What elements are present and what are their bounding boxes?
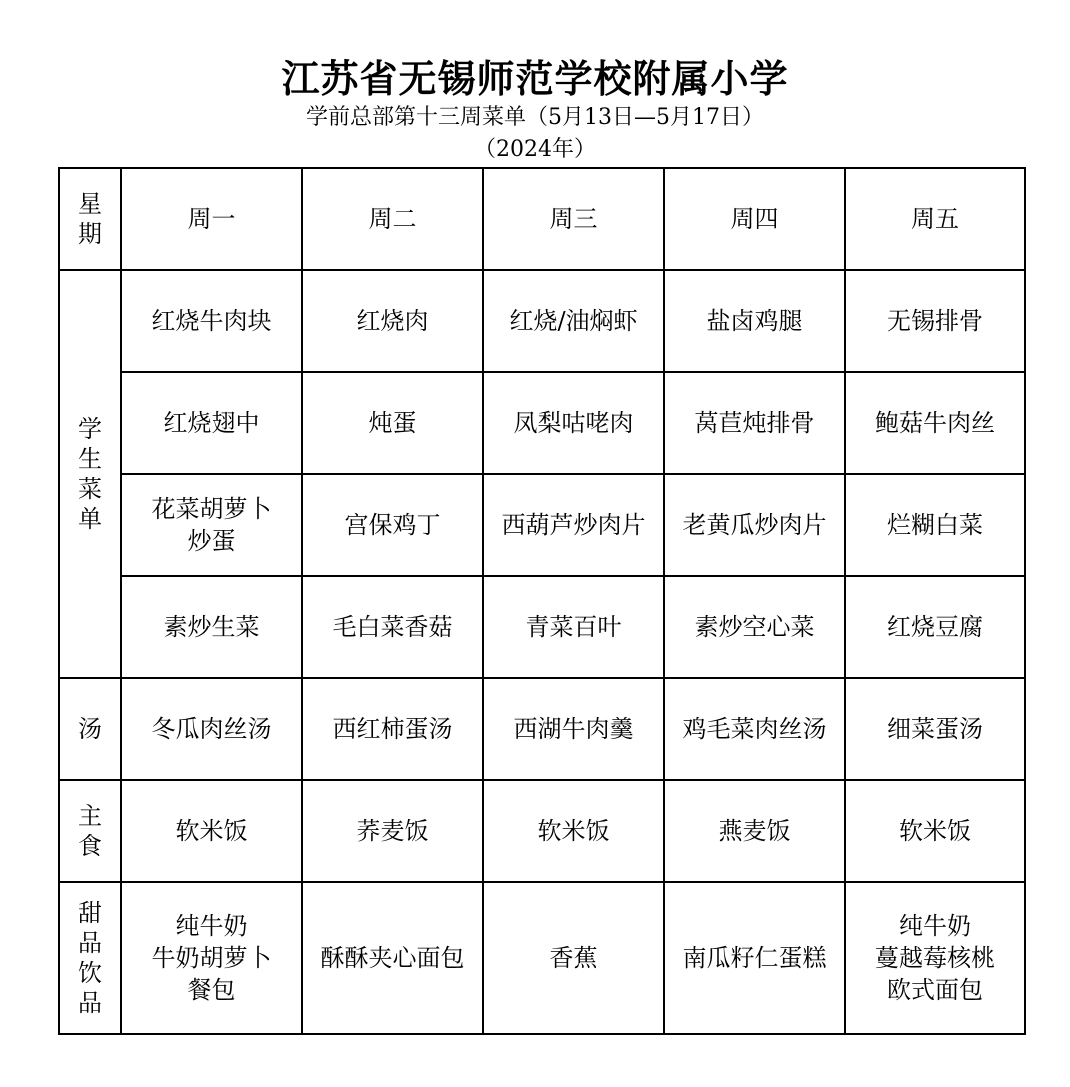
dessert-line: 蔓越莓核桃 — [875, 944, 995, 972]
table-row — [59, 576, 1025, 678]
day-header: 周一 — [121, 168, 302, 270]
dish-cell: 青菜百叶 — [483, 576, 664, 678]
dessert-cell — [664, 882, 845, 1034]
student-menu-label: 学生菜单 — [78, 414, 102, 533]
student-menu-label-cell — [59, 270, 121, 678]
dish-line: 炒蛋 — [187, 527, 236, 555]
soup-label-cell — [59, 678, 121, 780]
dish-cell — [121, 474, 302, 576]
dish-cell: 凤梨咕咾肉 — [483, 372, 664, 474]
dish-cell: 西葫芦炒肉片 — [483, 474, 664, 576]
dessert-label: 甜品饮品 — [78, 898, 102, 1017]
soup-label: 汤 — [78, 715, 102, 743]
soup-row — [59, 678, 1025, 780]
soup-cell: 西红柿蛋汤 — [302, 678, 483, 780]
dish-cell: 毛白菜香菇 — [302, 576, 483, 678]
dessert-label-cell — [59, 882, 121, 1034]
dessert-cell — [121, 882, 302, 1034]
day-header: 周二 — [302, 168, 483, 270]
dish-cell: 红烧豆腐 — [845, 576, 1025, 678]
dish-cell: 炖蛋 — [302, 372, 483, 474]
dessert-line: 南瓜籽仁蛋糕 — [682, 944, 827, 972]
staple-label-cell — [59, 780, 121, 882]
day-header: 周三 — [483, 168, 664, 270]
dessert-line: 纯牛奶 — [899, 912, 971, 940]
dish-cell: 盐卤鸡腿 — [664, 270, 845, 372]
dessert-row — [59, 882, 1025, 1034]
dessert-line: 纯牛奶 — [175, 912, 248, 940]
soup-cell: 鸡毛菜肉丝汤 — [664, 678, 845, 780]
page-year: （2024年） — [474, 137, 596, 162]
dessert-line: 欧式面包 — [887, 976, 983, 1004]
dessert-cell — [845, 882, 1025, 1034]
soup-cell: 细菜蛋汤 — [845, 678, 1025, 780]
corner-label-cell — [59, 168, 121, 270]
table-row — [59, 270, 1025, 372]
staple-row — [59, 780, 1025, 882]
dish-cell: 老黄瓜炒肉片 — [664, 474, 845, 576]
dessert-line: 酥酥夹心面包 — [320, 944, 465, 972]
day-header: 周四 — [664, 168, 845, 270]
staple-cell: 软米饭 — [845, 780, 1025, 882]
dish-cell: 素炒生菜 — [121, 576, 302, 678]
dish-cell: 鲍菇牛肉丝 — [845, 372, 1025, 474]
page-subtitle: 学前总部第十三周菜单（5月13日—5月17日） — [306, 105, 764, 130]
corner-label: 星期 — [78, 189, 102, 248]
dish-cell: 宫保鸡丁 — [302, 474, 483, 576]
soup-cell: 冬瓜肉丝汤 — [121, 678, 302, 780]
staple-cell: 荞麦饭 — [302, 780, 483, 882]
dish-cell: 红烧肉 — [302, 270, 483, 372]
dish-cell: 红烧/油焖虾 — [483, 270, 664, 372]
dish-cell: 素炒空心菜 — [664, 576, 845, 678]
staple-cell: 燕麦饭 — [664, 780, 845, 882]
dessert-line: 香蕉 — [549, 944, 598, 972]
day-header: 周五 — [845, 168, 1025, 270]
dish-cell: 红烧翅中 — [121, 372, 302, 474]
dish-cell: 莴苣炖排骨 — [664, 372, 845, 474]
dessert-line: 牛奶胡萝卜 — [151, 944, 272, 972]
table-row — [59, 372, 1025, 474]
soup-cell: 西湖牛肉羹 — [483, 678, 664, 780]
staple-cell: 软米饭 — [121, 780, 302, 882]
dish-cell: 红烧牛肉块 — [121, 270, 302, 372]
staple-label: 主食 — [78, 801, 102, 860]
staple-cell: 软米饭 — [483, 780, 664, 882]
dessert-cell — [302, 882, 483, 1034]
table-row — [59, 474, 1025, 576]
dish-cell: 无锡排骨 — [845, 270, 1025, 372]
dessert-line: 餐包 — [187, 976, 236, 1004]
dish-line: 花菜胡萝卜 — [151, 495, 272, 523]
table-header-row — [59, 168, 1025, 270]
dessert-cell — [483, 882, 664, 1034]
menu-table — [58, 167, 1026, 1035]
dish-cell: 烂糊白菜 — [845, 474, 1025, 576]
page-title: 江苏省无锡师范学校附属小学 — [281, 56, 789, 101]
